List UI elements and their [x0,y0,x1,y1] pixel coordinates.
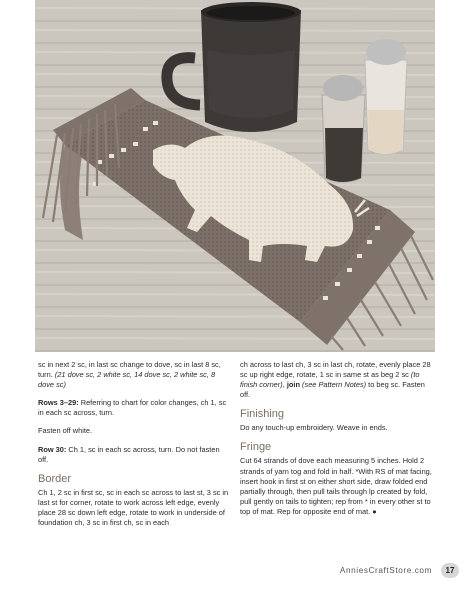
right-column [240,360,435,525]
fringe-paragraph: Cut 64 strands of dove each measuring 5 inches. Hold 2 strands of yarn tog and fold in half. *With RS of mat facing, insert hook in first st on either short side, draw folded end partially through, then pull tails through lp created by fold, pull gently on tails to tighten; rep from * in every other st to top of mat. Rep for opposite end of mat. ● [240,456,432,516]
fringe-heading: Fringe [240,441,272,454]
border-paragraph: Ch 1, 2 sc in first sc, sc in each sc across to last st, 3 sc in last st for corner, rotate to work across left edge, evenly place 28 sc down left edge, rotate to work in underside of foundation ch, 3 sc in first ch, sc in each [38,487,229,528]
right-paragraph-1: ch across to last ch, 3 sc in last ch, rotate, evenly place 28 sc up right edge, rotate, 1 sc in same st as beg 2 sc (to finish corner), join (see Pattern Notes) to beg sc. Fasten off. [240,360,431,400]
finishing-paragraph: Do any touch-up embroidery. Weave in ends. [240,423,388,433]
rows-3-29-paragraph: Rows 3–29: Referring to chart for color changes, ch 1, sc in each sc across, turn. [38,398,227,418]
pig-mat-photo [35,0,435,352]
row-30-paragraph: Row 30: Ch 1, sc in each sc across, turn. Do not fasten off. [38,444,220,464]
finishing-heading: Finishing [240,408,285,421]
left-column [38,360,231,536]
left-paragraph-1: sc in next 2 sc, in last sc change to dove, sc in last 8 sc, turn. (21 dove sc, 2 white sc, 14 dove sc, 2 white sc, 8 dove sc) [38,360,221,390]
fasten-off-white-paragraph: Fasten off white. [38,426,93,436]
border-heading: Border [38,472,72,485]
page-number-badge: 17 [441,563,459,578]
product-photo [35,0,435,352]
footer-url: AnniesCraftStore.com [339,566,432,575]
